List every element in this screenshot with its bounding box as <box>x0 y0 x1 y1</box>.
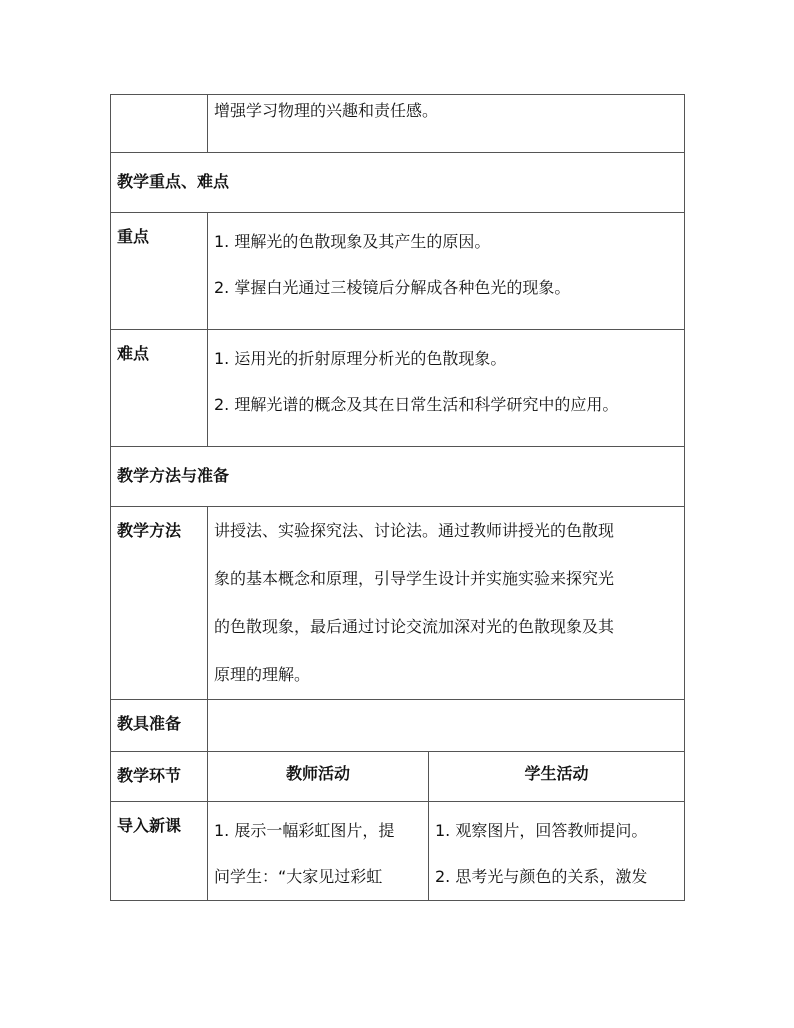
intro-continuation-text: 增强学习物理的兴趣和责任感。 <box>214 101 439 120</box>
methods-label: 教学方法 <box>111 507 208 700</box>
empty-label-cell <box>111 95 208 153</box>
methods-line: 讲授法、实验探究法、讨论法。通过教师讲授光的色散现 <box>214 521 615 540</box>
teacher-activity-line: 1. 展示一幅彩虹图片，提 <box>214 821 395 840</box>
difficulties-label: 难点 <box>111 330 208 447</box>
methods-row <box>111 507 685 700</box>
intro-student-cell <box>429 802 685 901</box>
difficulty-item: 1. 运用光的折射原理分析光的色散现象。 <box>214 349 507 368</box>
difficulty-item: 2. 理解光谱的概念及其在日常生活和科学研究中的应用。 <box>214 395 619 414</box>
methods-line: 象的基本概念和原理，引导学生设计并实施实验来探究光 <box>214 569 615 588</box>
stage-header: 教学环节 <box>111 752 208 802</box>
intro-continuation-cell <box>208 95 685 153</box>
methods-heading-row <box>111 447 685 507</box>
key-difficulty-heading-row <box>111 153 685 213</box>
difficulties-cell <box>208 330 685 447</box>
intro-teacher-cell <box>208 802 429 901</box>
intro-stage-label: 导入新课 <box>111 802 208 901</box>
lesson-plan-table <box>110 94 685 901</box>
tools-row <box>111 700 685 752</box>
methods-heading: 教学方法与准备 <box>111 447 685 507</box>
key-point-item: 1. 理解光的色散现象及其产生的原因。 <box>214 232 491 251</box>
difficulties-row <box>111 330 685 447</box>
student-activity-line: 1. 观察图片，回答教师提问。 <box>435 821 648 840</box>
key-point-item: 2. 掌握白光通过三棱镜后分解成各种色光的现象。 <box>214 278 571 297</box>
methods-cell <box>208 507 685 700</box>
methods-line: 的色散现象，最后通过讨论交流加深对光的色散现象及其 <box>214 617 615 636</box>
methods-line: 原理的理解。 <box>214 665 311 684</box>
student-activity-line: 2. 思考光与颜色的关系，激发 <box>435 867 648 886</box>
key-points-row <box>111 213 685 330</box>
student-activity-header: 学生活动 <box>429 752 685 802</box>
teacher-activity-line: 问学生：“大家见过彩虹 <box>214 867 383 886</box>
key-points-cell <box>208 213 685 330</box>
intro-continuation-row <box>111 95 685 153</box>
activity-header-row <box>111 752 685 802</box>
key-difficulty-heading: 教学重点、难点 <box>111 153 685 213</box>
tools-label: 教具准备 <box>111 700 208 752</box>
teacher-activity-header: 教师活动 <box>208 752 429 802</box>
key-points-label: 重点 <box>111 213 208 330</box>
intro-stage-row <box>111 802 685 901</box>
tools-value <box>208 700 685 752</box>
